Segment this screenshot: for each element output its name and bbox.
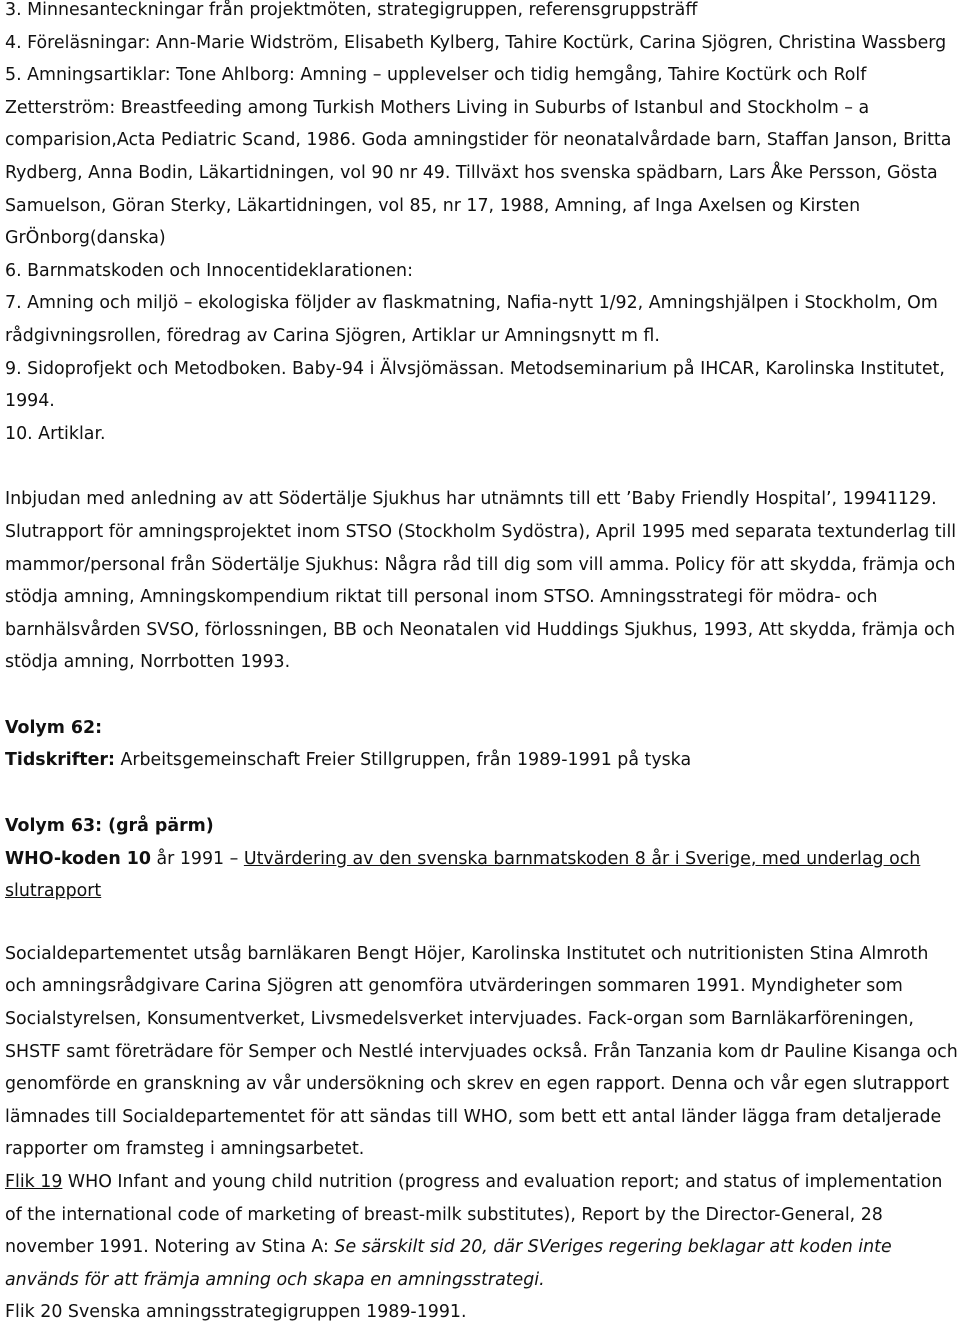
- flik-19-paragraph: [5, 1166, 960, 1296]
- invitation-paragraph: Inbjudan med anledning av att Södertälje Sjukhus har utnämnts till ett ’Baby Friendly Hospital’, 19941129. Slutrapport för amningsprojektet inom STSO (Stockholm Sydöstra), April 1995 med separata textunderlag till mammor/personal från Södertälje Sjukhus: Några råd till dig som vill amma. Policy för att skydda, främja och stödja amning, Amningskompendium riktat till personal inom STSO. Amningsstrategi för mödra- och barnhälsvården SVSO, förlossningen, BB och Neonatalen vid Huddings Sjukhus, 1993, Att skydda, främja och stödja amning, Norrbotten 1993.: [5, 489, 957, 673]
- list-item-5: 5. Amningsartiklar: Tone Ahlborg: Amning – upplevelser och tidig hemgång, Tahire Koctürk och Rolf Zetterström: Breastfeeding among Turkish Mothers Living in Suburbs of Istanbul and Stockholm – a comparision,Acta Pediatric Scand, 1986. Goda amningstider för neonatalvårdade barn, Staffan Janson, Britta Rydberg, Anna Bodin, Läkartidningen, vol 90 nr 49. Tillväxt hos svenska spädbarn, Lars Åke Persson, Gösta Samuelson, Göran Sterky, Läkartidningen, vol 85, nr 17, 1988, Amning, af Inga Axelsen og Kirsten GrÖnborg(danska): [5, 65, 952, 249]
- volume-62-section: [5, 712, 960, 777]
- list-item-7: 7. Amning och miljö – ekologiska följder av flaskmatning, Nafia-nytt 1/92, Amningshjälpen i Stockholm, Om rådgivningsrollen, föredrag av Carina Sjögren, Artiklar ur Amningsnytt m fl.: [5, 293, 938, 346]
- body-section: [5, 938, 960, 1329]
- volume-62-heading: Volym 62:: [5, 717, 103, 738]
- journals-text: Arbeitsgemeinschaft Freier Stillgruppen, från 1989-1991 på tyska: [114, 750, 692, 771]
- numbered-list: [5, 0, 960, 450]
- volume-63-section: [5, 810, 960, 908]
- flik-20-line: Flik 20 Svenska amningsstrategigruppen 1989-1991.: [5, 1302, 467, 1323]
- list-item-10: 10. Artiklar.: [5, 423, 106, 444]
- flik-19-note: Se särskilt sid 20, där SVeriges regering beklagar att koden inte används för att främja amning och skapa en amningsstrategi.: [5, 1237, 892, 1290]
- flik-19-label: Flik 19: [5, 1172, 63, 1192]
- list-item-9: 9. Sidoprofjekt och Metodboken. Baby-94 i Älvsjömässan. Metodseminarium på IHCAR, Karolinska Institutet, 1994.: [5, 358, 945, 412]
- volume-62-line: [5, 744, 960, 777]
- evaluation-title: Utvärdering av den svenska barnmatskoden 8 år i Sverige, med underlag och slutrapport: [5, 848, 921, 902]
- list-item-4: 4. Föreläsningar: Ann-Marie Widström, Elisabeth Kylberg, Tahire Koctürk, Carina Sjögren, Christina Wassberg: [5, 32, 947, 53]
- evaluation-paragraph: Socialdepartementet utsåg barnläkaren Bengt Höjer, Karolinska Institutet och nutritionisten Stina Almroth och amningsrådgivare Carina Sjögren att genomföra utvärderingen sommaren 1991. Myndigheter som Socialstyrelsen, Konsumentverket, Livsmedelsverket intervjuades. Fack-organ som Barnläkarföreningen, SHSTF samt företrädare för Semper och Nestlé intervjuades också. Från Tanzania kom dr Pauline Kisanga och genomförde en granskning av vår undersökning och skrev en egen rapport. Denna och vår egen slutrapport lämnades till Socialdepartementet för att sändas till WHO, som bett ett antal länder lägga fram detaljerade rapporter om framsteg i amningsarbetet.: [5, 943, 958, 1160]
- flik-19-text: WHO Infant and young child nutrition (progress and evaluation report; and status of implementation of the international code of marketing of breast-milk substitutes), Report by the Director-General, 28 november 1991. Notering av Stina A:: [5, 1172, 943, 1258]
- volume-63-line: [5, 843, 960, 908]
- list-item-3: 3. Minnesanteckningar från projektmöten, strategigruppen, referensgruppsträff: [5, 0, 698, 20]
- who-code-label: WHO-koden 10: [5, 848, 151, 869]
- journals-label: Tidskrifter:: [5, 750, 115, 771]
- volume-63-heading: Volym 63: (grå pärm): [5, 816, 214, 837]
- who-code-year: år 1991 –: [151, 848, 244, 869]
- list-item-6: 6. Barnmatskoden och Innocentideklarationen:: [5, 260, 413, 281]
